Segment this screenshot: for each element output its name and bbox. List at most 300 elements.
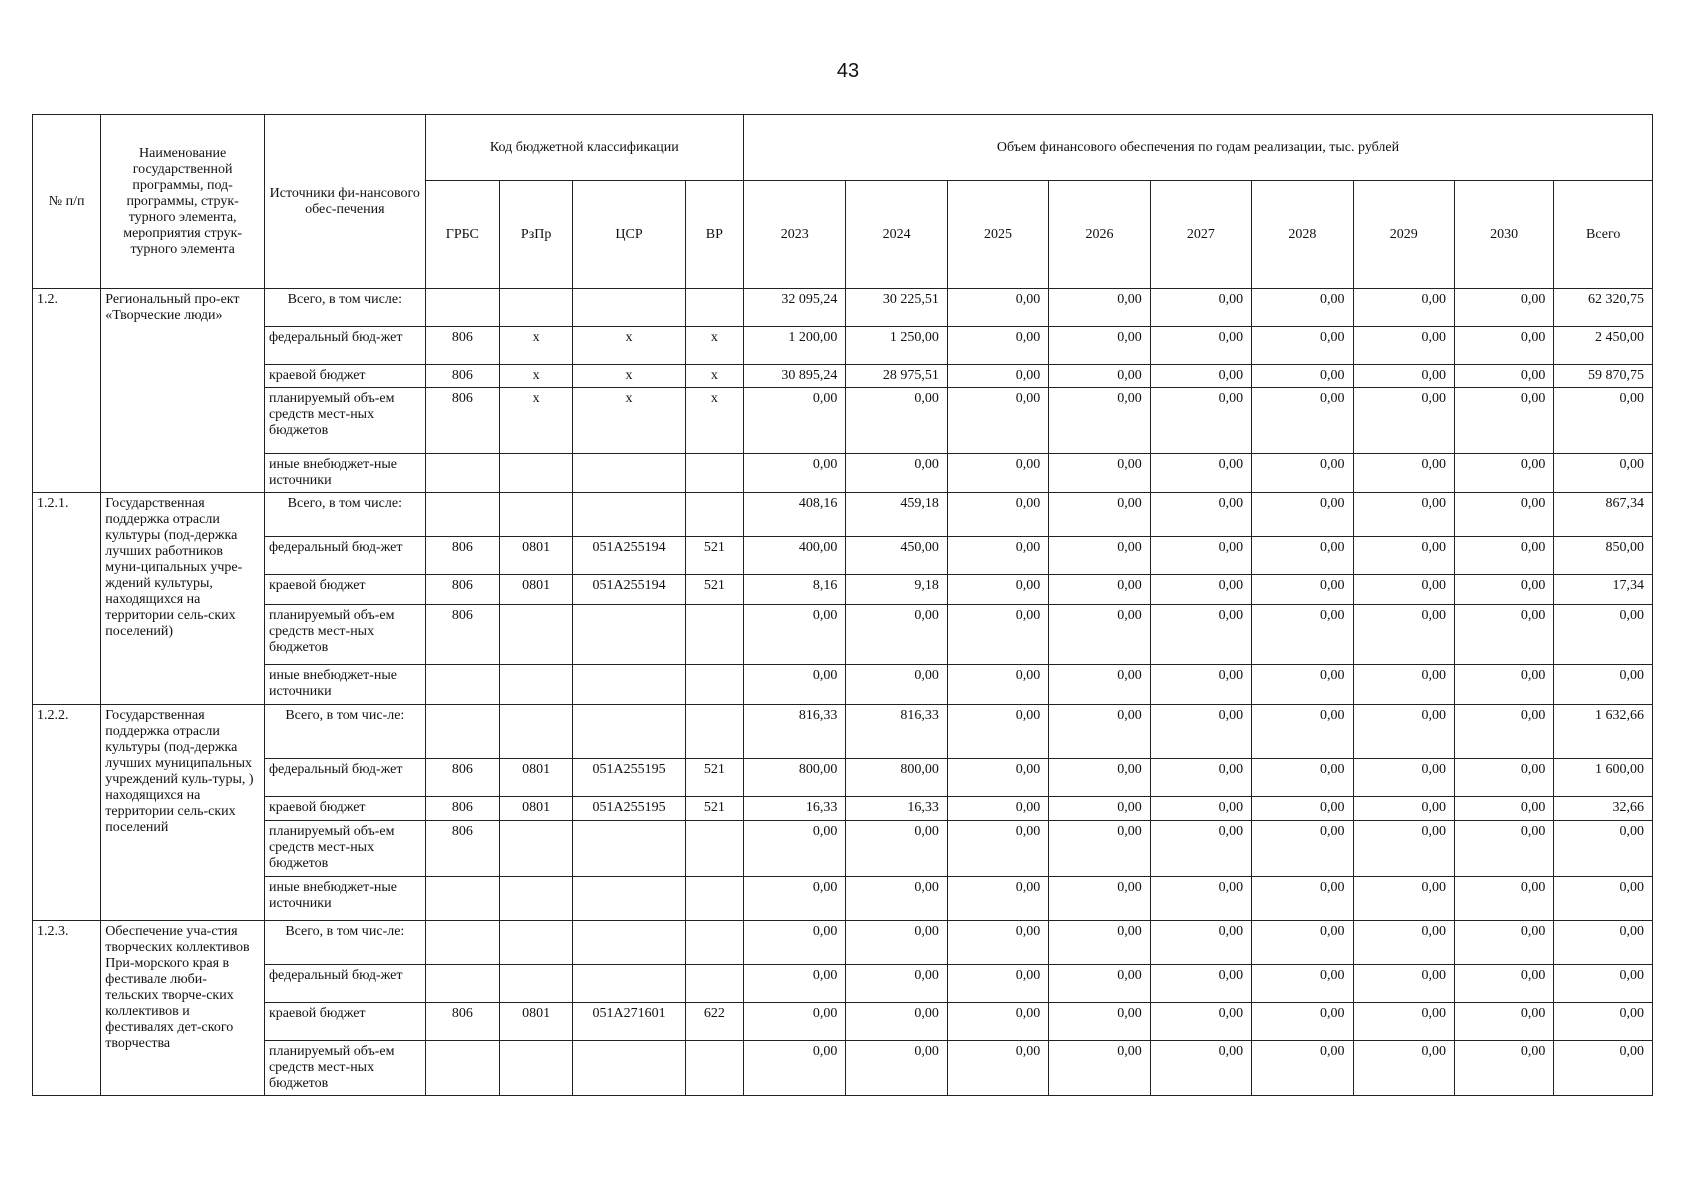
value-year: 0,00 (1049, 365, 1150, 388)
funding-source: планируемый объ-ем средств мест-ных бюджетов (264, 605, 425, 665)
value-year: 0,00 (846, 965, 947, 1003)
code-csr (573, 605, 685, 665)
value-year: 0,00 (1454, 365, 1553, 388)
code-csr: 051A271601 (573, 1003, 685, 1041)
code-csr (573, 921, 685, 965)
value-year: 0,00 (1049, 454, 1150, 493)
value-year: 0,00 (1454, 289, 1553, 327)
value-total: 0,00 (1554, 388, 1653, 454)
table-row (33, 537, 1653, 575)
code-csr (573, 965, 685, 1003)
value-year: 0,00 (1049, 821, 1150, 877)
code-vr: 622 (685, 1003, 743, 1041)
value-year: 0,00 (1252, 797, 1353, 821)
value-year: 0,00 (1049, 665, 1150, 705)
value-year: 0,00 (1454, 454, 1553, 493)
value-year: 0,00 (1252, 1003, 1353, 1041)
code-csr: 051A255195 (573, 797, 685, 821)
value-year: 0,00 (1049, 289, 1150, 327)
value-year: 0,00 (846, 1003, 947, 1041)
value-year: 0,00 (947, 388, 1048, 454)
value-year: 8,16 (743, 575, 845, 605)
header-year: 2025 (947, 181, 1048, 289)
value-year: 0,00 (1049, 1003, 1150, 1041)
code-csr (573, 705, 685, 759)
value-year: 0,00 (743, 388, 845, 454)
code-vr (685, 454, 743, 493)
header-num: № п/п (33, 115, 101, 289)
code-rzpr: 0801 (499, 1003, 572, 1041)
code-grbs: 806 (425, 327, 499, 365)
table-row (33, 1003, 1653, 1041)
code-vr: 521 (685, 537, 743, 575)
code-grbs: 806 (425, 605, 499, 665)
value-year: 0,00 (947, 921, 1048, 965)
value-year: 0,00 (1454, 821, 1553, 877)
row-number: 1.2.1. (33, 493, 101, 705)
value-year: 0,00 (947, 877, 1048, 921)
value-year: 0,00 (1049, 965, 1150, 1003)
code-rzpr (499, 454, 572, 493)
code-rzpr (499, 821, 572, 877)
code-vr (685, 921, 743, 965)
table-row (33, 388, 1653, 454)
code-vr (685, 705, 743, 759)
value-year: 0,00 (1150, 454, 1251, 493)
table-row (33, 327, 1653, 365)
value-year: 30 225,51 (846, 289, 947, 327)
table-row (33, 575, 1653, 605)
code-csr: x (573, 388, 685, 454)
value-year: 0,00 (846, 877, 947, 921)
value-year: 0,00 (1252, 759, 1353, 797)
funding-source: Всего, в том чис-ле: (264, 921, 425, 965)
value-year: 0,00 (1049, 388, 1150, 454)
code-vr (685, 665, 743, 705)
value-year: 0,00 (1150, 365, 1251, 388)
code-rzpr: 0801 (499, 759, 572, 797)
value-year: 0,00 (743, 877, 845, 921)
value-year: 0,00 (1150, 877, 1251, 921)
value-year: 0,00 (1150, 1041, 1251, 1096)
funding-source: федеральный бюд-жет (264, 327, 425, 365)
funding-source: планируемый объ-ем средств мест-ных бюджетов (264, 821, 425, 877)
value-year: 0,00 (947, 365, 1048, 388)
code-vr: 521 (685, 797, 743, 821)
value-year: 0,00 (1049, 493, 1150, 537)
code-vr (685, 605, 743, 665)
value-year: 0,00 (1252, 665, 1353, 705)
code-grbs (425, 665, 499, 705)
value-year: 0,00 (846, 921, 947, 965)
item-name: Государственная поддержка отрасли культуры (под-держка лучших работников муни-ципальных учре-ждений культуры, находящихся на территории сель-ских поселений) (101, 493, 265, 705)
value-year: 0,00 (1049, 705, 1150, 759)
value-year: 0,00 (1252, 877, 1353, 921)
code-rzpr: x (499, 388, 572, 454)
row-number: 1.2.2. (33, 705, 101, 921)
value-year: 0,00 (947, 493, 1048, 537)
funding-source: планируемый объ-ем средств мест-ных бюджетов (264, 388, 425, 454)
value-year: 0,00 (1252, 289, 1353, 327)
value-year: 0,00 (743, 605, 845, 665)
value-year: 0,00 (1150, 537, 1251, 575)
code-rzpr (499, 665, 572, 705)
table-row (33, 705, 1653, 759)
code-csr: 051A255194 (573, 537, 685, 575)
code-csr: x (573, 327, 685, 365)
value-year: 0,00 (947, 289, 1048, 327)
header-year: 2024 (846, 181, 947, 289)
funding-source: планируемый объ-ем средств мест-ных бюджетов (264, 1041, 425, 1096)
value-year: 0,00 (1353, 575, 1454, 605)
value-year: 9,18 (846, 575, 947, 605)
value-year: 0,00 (1454, 1041, 1553, 1096)
value-year: 0,00 (1049, 537, 1150, 575)
value-year: 0,00 (1454, 327, 1553, 365)
value-year: 0,00 (743, 921, 845, 965)
value-year: 0,00 (947, 965, 1048, 1003)
value-year: 0,00 (1353, 705, 1454, 759)
code-grbs: 806 (425, 1003, 499, 1041)
value-year: 0,00 (1353, 365, 1454, 388)
code-vr: 521 (685, 575, 743, 605)
code-grbs (425, 921, 499, 965)
value-year: 16,33 (846, 797, 947, 821)
code-grbs (425, 965, 499, 1003)
value-year: 408,16 (743, 493, 845, 537)
header-rzpr: РзПр (499, 181, 572, 289)
code-grbs (425, 877, 499, 921)
code-rzpr (499, 877, 572, 921)
code-vr (685, 493, 743, 537)
value-year: 0,00 (1454, 575, 1553, 605)
code-rzpr: 0801 (499, 575, 572, 605)
code-csr (573, 665, 685, 705)
value-year: 0,00 (1049, 921, 1150, 965)
code-rzpr: 0801 (499, 537, 572, 575)
item-name: Государственная поддержка отрасли культуры (под-держка лучших муниципальных учреждений куль-туры, ) находящихся на территории сель-ских поселений (101, 705, 265, 921)
budget-table (32, 114, 1653, 1096)
value-year: 0,00 (1353, 921, 1454, 965)
value-year: 0,00 (1252, 493, 1353, 537)
funding-source: федеральный бюд-жет (264, 537, 425, 575)
value-year: 0,00 (1150, 821, 1251, 877)
code-vr (685, 965, 743, 1003)
value-year: 400,00 (743, 537, 845, 575)
funding-source: иные внебюджет-ные источники (264, 877, 425, 921)
code-grbs: 806 (425, 797, 499, 821)
code-grbs: 806 (425, 575, 499, 605)
code-grbs (425, 493, 499, 537)
value-year: 0,00 (1353, 289, 1454, 327)
row-number: 1.2. (33, 289, 101, 493)
value-total: 2 450,00 (1554, 327, 1653, 365)
code-rzpr (499, 965, 572, 1003)
value-total: 0,00 (1554, 454, 1653, 493)
value-year: 16,33 (743, 797, 845, 821)
value-year: 0,00 (1454, 705, 1553, 759)
value-year: 0,00 (1454, 537, 1553, 575)
code-rzpr (499, 605, 572, 665)
value-year: 0,00 (1454, 921, 1553, 965)
header-year: 2029 (1353, 181, 1454, 289)
value-year: 0,00 (1150, 388, 1251, 454)
code-rzpr (499, 705, 572, 759)
value-year: 0,00 (1353, 388, 1454, 454)
header-kbk: Код бюджетной классификации (425, 115, 743, 181)
header-source: Источники фи-нансового обес-печения (264, 115, 425, 289)
funding-source: иные внебюджет-ные источники (264, 454, 425, 493)
value-year: 0,00 (1150, 327, 1251, 365)
header-grbs: ГРБС (425, 181, 499, 289)
funding-source: краевой бюджет (264, 365, 425, 388)
header-year: 2027 (1150, 181, 1251, 289)
value-year: 0,00 (1049, 1041, 1150, 1096)
header-vr: ВР (685, 181, 743, 289)
value-year: 0,00 (947, 705, 1048, 759)
value-year: 0,00 (947, 665, 1048, 705)
table-body (33, 289, 1653, 1096)
value-year: 0,00 (947, 1003, 1048, 1041)
value-year: 0,00 (1150, 605, 1251, 665)
code-csr (573, 493, 685, 537)
value-year: 0,00 (1353, 605, 1454, 665)
value-year: 28 975,51 (846, 365, 947, 388)
value-year: 0,00 (1049, 797, 1150, 821)
page-number: 43 (836, 60, 860, 82)
value-year: 0,00 (1353, 965, 1454, 1003)
value-year: 0,00 (1150, 1003, 1251, 1041)
code-csr: x (573, 365, 685, 388)
value-total: 0,00 (1554, 965, 1653, 1003)
value-total: 0,00 (1554, 665, 1653, 705)
value-year: 0,00 (1252, 537, 1353, 575)
value-year: 0,00 (1150, 705, 1251, 759)
funding-source: Всего, в том числе: (264, 289, 425, 327)
value-year: 0,00 (947, 1041, 1048, 1096)
code-vr: x (685, 388, 743, 454)
value-total: 0,00 (1554, 877, 1653, 921)
code-grbs: 806 (425, 537, 499, 575)
value-year: 450,00 (846, 537, 947, 575)
value-year: 0,00 (1049, 605, 1150, 665)
code-grbs (425, 289, 499, 327)
value-year: 0,00 (1454, 1003, 1553, 1041)
table-row (33, 454, 1653, 493)
value-year: 0,00 (1252, 965, 1353, 1003)
value-year: 0,00 (947, 605, 1048, 665)
value-year: 0,00 (743, 665, 845, 705)
header-year: 2030 (1454, 181, 1553, 289)
code-vr (685, 1041, 743, 1096)
value-year: 30 895,24 (743, 365, 845, 388)
value-total: 0,00 (1554, 1041, 1653, 1096)
table-row (33, 289, 1653, 327)
table-row (33, 921, 1653, 965)
item-name: Региональный про-ект «Творческие люди» (101, 289, 265, 493)
value-year: 459,18 (846, 493, 947, 537)
code-grbs (425, 1041, 499, 1096)
funding-source: краевой бюджет (264, 797, 425, 821)
value-year: 0,00 (846, 388, 947, 454)
value-year: 0,00 (1049, 877, 1150, 921)
funding-source: Всего, в том числе: (264, 493, 425, 537)
value-year: 0,00 (947, 759, 1048, 797)
table-header (33, 115, 1653, 289)
value-year: 816,33 (846, 705, 947, 759)
value-year: 0,00 (1049, 575, 1150, 605)
value-year: 0,00 (1252, 388, 1353, 454)
value-year: 0,00 (846, 665, 947, 705)
code-csr: 051A255194 (573, 575, 685, 605)
value-year: 0,00 (1252, 605, 1353, 665)
value-year: 0,00 (1049, 327, 1150, 365)
funding-source: Всего, в том чис-ле: (264, 705, 425, 759)
value-year: 0,00 (1353, 877, 1454, 921)
header-name: Наименование государственной программы, под-программы, струк-турного элемента, мероприятия струк-турного элемента (101, 115, 265, 289)
code-csr: 051A255195 (573, 759, 685, 797)
value-year: 0,00 (846, 605, 947, 665)
value-year: 0,00 (743, 1003, 845, 1041)
value-year: 0,00 (947, 575, 1048, 605)
value-year: 0,00 (1454, 665, 1553, 705)
header-year: 2026 (1049, 181, 1150, 289)
value-year: 1 250,00 (846, 327, 947, 365)
funding-source: краевой бюджет (264, 575, 425, 605)
code-grbs (425, 705, 499, 759)
value-year: 0,00 (947, 821, 1048, 877)
table-row (33, 365, 1653, 388)
table-row (33, 797, 1653, 821)
value-year: 0,00 (1150, 665, 1251, 705)
value-year: 0,00 (1150, 921, 1251, 965)
value-year: 0,00 (846, 454, 947, 493)
code-csr (573, 454, 685, 493)
funding-source: иные внебюджет-ные источники (264, 665, 425, 705)
value-year: 0,00 (743, 821, 845, 877)
code-grbs: 806 (425, 759, 499, 797)
value-year: 0,00 (1353, 327, 1454, 365)
code-grbs: 806 (425, 388, 499, 454)
value-year: 0,00 (1150, 493, 1251, 537)
funding-source: федеральный бюд-жет (264, 759, 425, 797)
value-year: 0,00 (743, 454, 845, 493)
value-year: 0,00 (947, 454, 1048, 493)
code-vr: 521 (685, 759, 743, 797)
value-year: 0,00 (1454, 605, 1553, 665)
value-year: 0,00 (1252, 365, 1353, 388)
value-year: 0,00 (1150, 289, 1251, 327)
code-rzpr (499, 1041, 572, 1096)
value-year: 0,00 (743, 1041, 845, 1096)
value-year: 0,00 (1049, 759, 1150, 797)
value-year: 816,33 (743, 705, 845, 759)
value-year: 0,00 (1252, 327, 1353, 365)
value-year: 0,00 (1353, 665, 1454, 705)
value-year: 0,00 (1252, 705, 1353, 759)
value-total: 0,00 (1554, 1003, 1653, 1041)
code-csr (573, 289, 685, 327)
value-year: 32 095,24 (743, 289, 845, 327)
value-year: 0,00 (1252, 575, 1353, 605)
value-year: 0,00 (947, 537, 1048, 575)
value-year: 0,00 (1454, 965, 1553, 1003)
code-rzpr (499, 289, 572, 327)
value-year: 0,00 (1252, 821, 1353, 877)
value-total: 32,66 (1554, 797, 1653, 821)
table-row (33, 1041, 1653, 1096)
value-year: 0,00 (1353, 1003, 1454, 1041)
value-year: 0,00 (1150, 965, 1251, 1003)
table-row (33, 821, 1653, 877)
value-year: 0,00 (1353, 1041, 1454, 1096)
code-csr (573, 1041, 685, 1096)
value-year: 0,00 (1454, 493, 1553, 537)
value-total: 59 870,75 (1554, 365, 1653, 388)
value-year: 0,00 (1353, 454, 1454, 493)
value-total: 62 320,75 (1554, 289, 1653, 327)
code-vr (685, 289, 743, 327)
value-year: 0,00 (1150, 575, 1251, 605)
value-year: 0,00 (947, 797, 1048, 821)
header-year: 2023 (743, 181, 845, 289)
value-year: 0,00 (1150, 797, 1251, 821)
code-vr: x (685, 365, 743, 388)
code-vr: x (685, 327, 743, 365)
code-rzpr (499, 921, 572, 965)
table-row (33, 605, 1653, 665)
header-volume: Объем финансового обеспечения по годам реализации, тыс. рублей (743, 115, 1652, 181)
value-total: 17,34 (1554, 575, 1653, 605)
value-year: 0,00 (1353, 759, 1454, 797)
header-year: 2028 (1252, 181, 1353, 289)
table-row (33, 665, 1653, 705)
code-vr (685, 877, 743, 921)
value-total: 867,34 (1554, 493, 1653, 537)
value-total: 0,00 (1554, 821, 1653, 877)
table-row (33, 965, 1653, 1003)
value-year: 0,00 (1353, 797, 1454, 821)
value-year: 0,00 (947, 327, 1048, 365)
value-year: 0,00 (1252, 1041, 1353, 1096)
code-rzpr (499, 493, 572, 537)
table-row (33, 493, 1653, 537)
code-rzpr: x (499, 365, 572, 388)
value-year: 0,00 (1454, 388, 1553, 454)
value-year: 1 200,00 (743, 327, 845, 365)
value-year: 0,00 (1353, 821, 1454, 877)
value-total: 1 600,00 (1554, 759, 1653, 797)
value-year: 0,00 (1454, 797, 1553, 821)
value-year: 0,00 (1353, 493, 1454, 537)
code-grbs (425, 454, 499, 493)
value-total: 0,00 (1554, 921, 1653, 965)
row-number: 1.2.3. (33, 921, 101, 1096)
table-row (33, 877, 1653, 921)
code-grbs: 806 (425, 821, 499, 877)
table-row (33, 759, 1653, 797)
code-rzpr: x (499, 327, 572, 365)
value-year: 800,00 (743, 759, 845, 797)
code-vr (685, 821, 743, 877)
value-total: 0,00 (1554, 605, 1653, 665)
value-year: 0,00 (1454, 759, 1553, 797)
funding-source: краевой бюджет (264, 1003, 425, 1041)
value-year: 0,00 (846, 1041, 947, 1096)
value-total: 1 632,66 (1554, 705, 1653, 759)
funding-source: федеральный бюд-жет (264, 965, 425, 1003)
value-year: 0,00 (1454, 877, 1553, 921)
